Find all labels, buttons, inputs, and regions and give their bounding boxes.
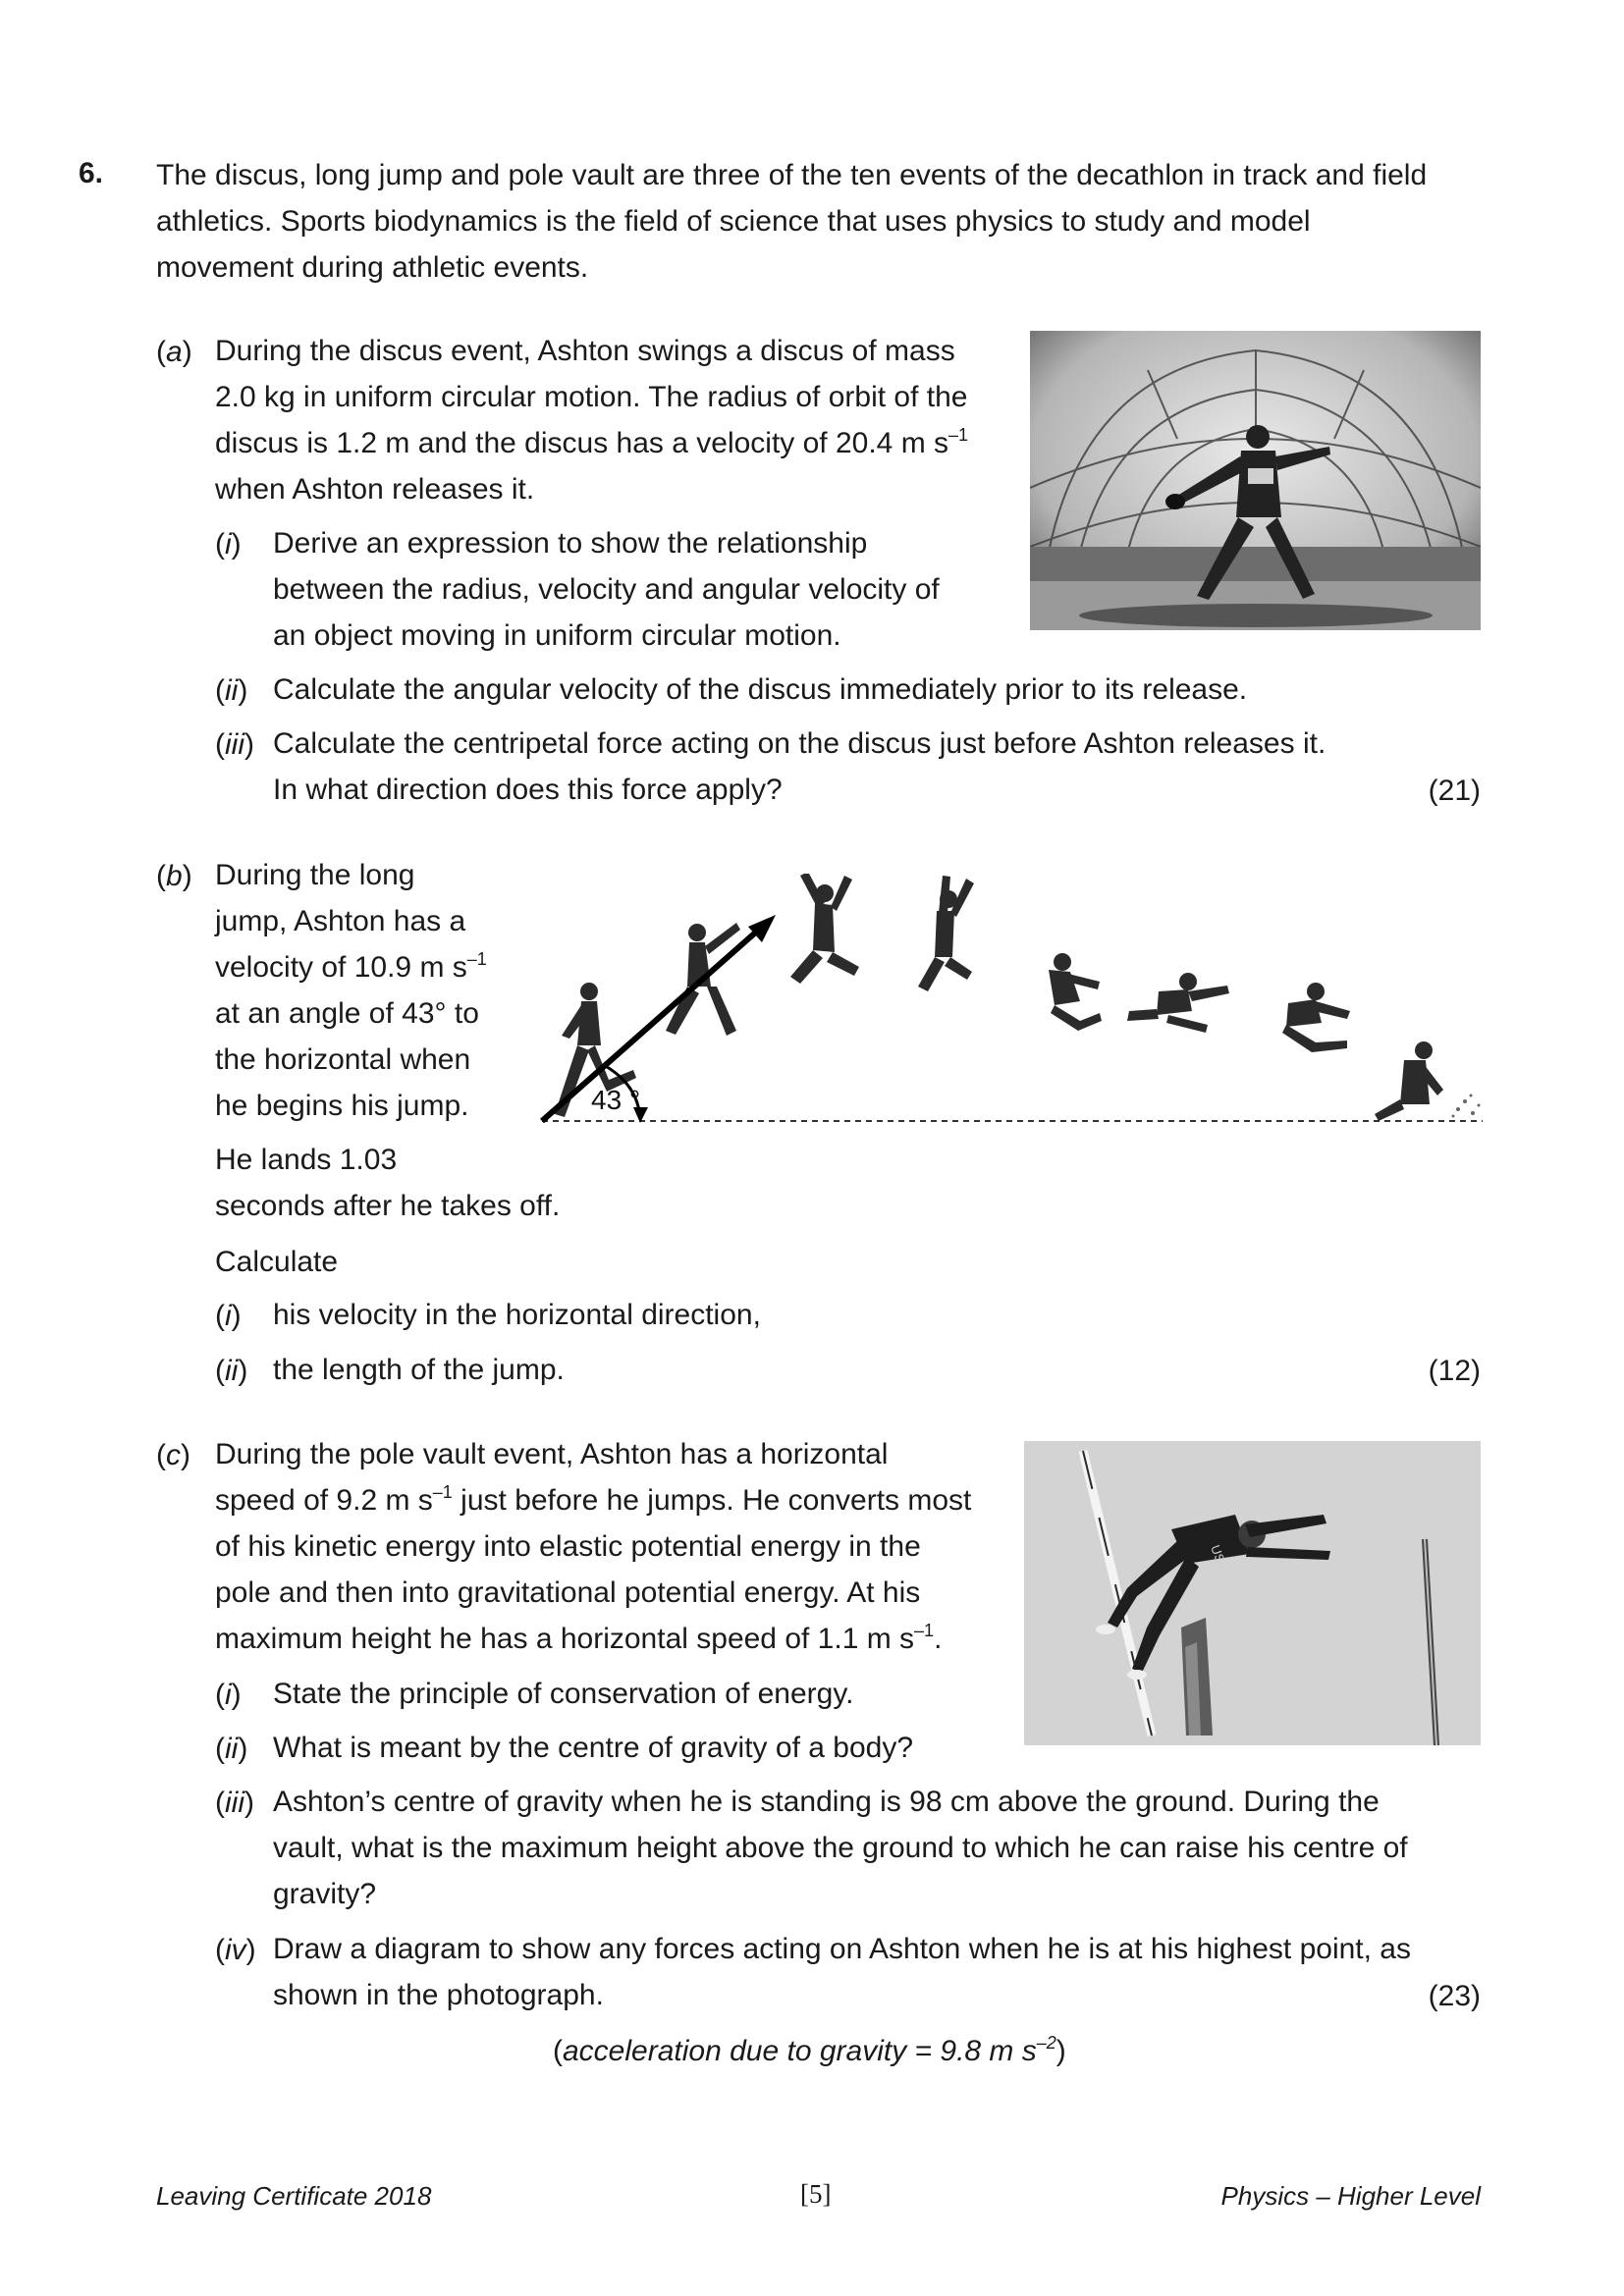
pole-vault-scene-graphic bbox=[1024, 1441, 1481, 1745]
part-b-label: (b) bbox=[156, 860, 192, 892]
part-a-label: (a) bbox=[156, 336, 192, 368]
part-a-i-line-2: between the radius, velocity and angular velocity of bbox=[273, 573, 940, 606]
part-b-ii-label: (ii) bbox=[215, 1355, 248, 1387]
part-c-marks: (23) bbox=[1428, 1980, 1481, 2012]
part-a-iii-line-2: In what direction does this force apply? bbox=[273, 774, 783, 806]
intro-line-2: athletics. Sports biodynamics is the field of science that uses physics to study and model bbox=[156, 205, 1311, 238]
part-c-iii-line-2: vault, what is the maximum height above the ground to which he can raise his centre of bbox=[273, 1832, 1408, 1864]
part-c-iv-line-2: shown in the photograph. bbox=[273, 1979, 604, 2011]
part-b-ii-text: the length of the jump. bbox=[273, 1354, 565, 1386]
part-c-line-1: During the pole vault event, Ashton has a horizontal bbox=[215, 1438, 889, 1470]
question-number: 6. bbox=[79, 157, 104, 189]
part-c-line-2: speed of 9.2 m $s^{-1}$ just before he jumps. He converts most bbox=[215, 1482, 972, 1517]
part-a-iii-label: (iii) bbox=[215, 728, 254, 761]
part-a-i-line-1: Derive an expression to show the relationship bbox=[273, 527, 868, 560]
part-b-i-label: (i) bbox=[215, 1300, 242, 1332]
part-b-marks: (12) bbox=[1428, 1355, 1481, 1387]
athlete-shirt-text: USA bbox=[1208, 1542, 1231, 1574]
part-b-line-5: the horizontal when bbox=[215, 1043, 471, 1076]
part-a-i-line-3: an object moving in uniform circular motion. bbox=[273, 619, 841, 652]
footer-left: Leaving Certificate 2018 bbox=[156, 2181, 432, 2211]
part-a-line-2: 2.0 kg in uniform circular motion. The radius of orbit of the bbox=[215, 381, 968, 413]
part-c-iii-line-1: Ashton’s centre of gravity when he is standing is 98 cm above the ground. During the bbox=[273, 1786, 1380, 1818]
part-a-i-label: (i) bbox=[215, 528, 242, 561]
part-a-line-1: During the discus event, Ashton swings a discus of mass bbox=[215, 335, 955, 367]
gravity-note: (acceleration due to gravity = 9.8 m $s^{-2}$) bbox=[553, 2033, 1066, 2067]
sand-splash bbox=[1452, 1095, 1481, 1118]
part-a-ii-text: Calculate the angular velocity of the discus immediately prior to its release. bbox=[273, 673, 1248, 706]
part-b-calculate: Calculate bbox=[215, 1246, 339, 1278]
athlete-silhouettes bbox=[555, 874, 1443, 1121]
pole-vault-photo bbox=[1024, 1441, 1481, 1745]
page-number: [5] bbox=[800, 2179, 832, 2209]
intro-line-3: movement during athletic events. bbox=[156, 251, 589, 284]
discus-scene-graphic bbox=[1030, 331, 1481, 630]
part-c-iii-label: (iii) bbox=[215, 1787, 254, 1819]
angle-label: 43 ° bbox=[591, 1085, 641, 1115]
part-b-lands-line-1: He lands 1.03 bbox=[215, 1144, 398, 1176]
part-c-line-3: of his kinetic energy into elastic potential energy in the bbox=[215, 1530, 921, 1563]
part-c-ii-label: (ii) bbox=[215, 1733, 248, 1765]
footer-right: Physics – Higher Level bbox=[1220, 2181, 1481, 2211]
part-c-i-label: (i) bbox=[215, 1679, 242, 1711]
part-b-line-3: velocity of 10.9 m $s^{-1}$ bbox=[215, 949, 487, 984]
part-c-iii-line-3: gravity? bbox=[273, 1878, 377, 1910]
part-b-lands-line-2: seconds after he takes off. bbox=[215, 1190, 561, 1222]
part-a-iii-line-1: Calculate the centripetal force acting on the discus just before Ashton releases it. bbox=[273, 727, 1326, 760]
part-c-iv-line-1: Draw a diagram to show any forces acting on Ashton when he is at his highest point, as bbox=[273, 1933, 1411, 1965]
part-b-line-1: During the long bbox=[215, 859, 415, 891]
part-c-line-4: pole and then into gravitational potential energy. At his bbox=[215, 1576, 921, 1609]
part-a-line-3: discus is 1.2 m and the discus has a velocity of 20.4 m $s^{-1}$ bbox=[215, 425, 969, 459]
part-b-line-6: he begins his jump. bbox=[215, 1090, 469, 1122]
part-b-line-2: jump, Ashton has a bbox=[215, 905, 466, 937]
part-c-ii-text: What is meant by the centre of gravity of a body? bbox=[273, 1732, 914, 1764]
part-c-i-text: State the principle of conservation of energy. bbox=[273, 1678, 854, 1710]
part-a-ii-label: (ii) bbox=[215, 674, 248, 707]
part-c-line-5: maximum height he has a horizontal speed of 1.1 m $s^{-1}$. bbox=[215, 1621, 943, 1655]
part-c-label: (c) bbox=[156, 1439, 190, 1471]
part-c-iv-label: (iv) bbox=[215, 1934, 256, 1966]
part-b-line-4: at an angle of 43° to bbox=[215, 997, 479, 1030]
part-b-i-text: his velocity in the horizontal direction, bbox=[273, 1299, 761, 1331]
discus-thrower-photo bbox=[1030, 331, 1481, 630]
long-jump-diagram bbox=[530, 874, 1492, 1139]
part-a-line-4: when Ashton releases it. bbox=[215, 473, 535, 506]
intro-line-1: The discus, long jump and pole vault are three of the ten events of the decathlon in track and field bbox=[156, 159, 1428, 191]
part-a-marks: (21) bbox=[1428, 774, 1481, 807]
